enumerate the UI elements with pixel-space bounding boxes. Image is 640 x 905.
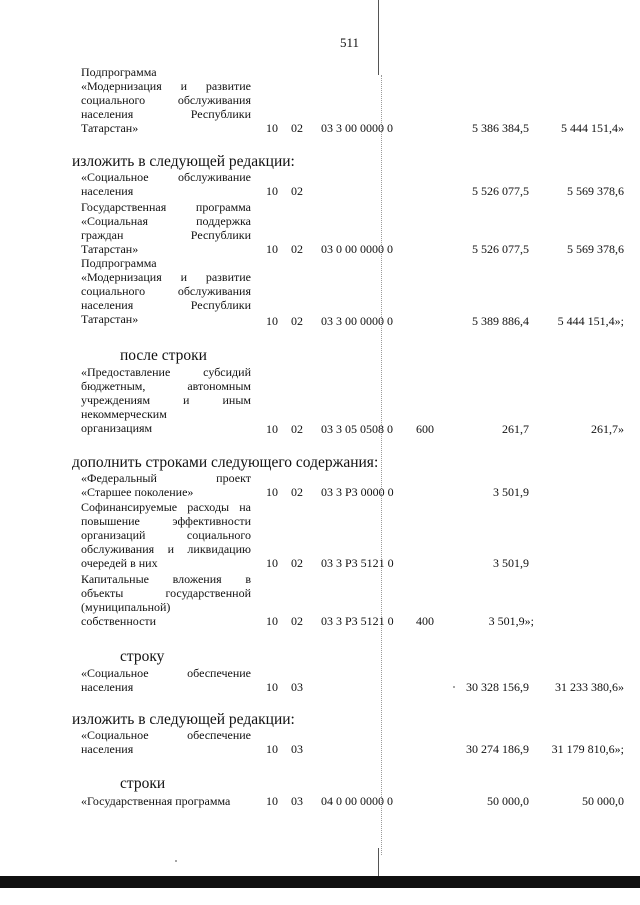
cell-section: 10 (266, 422, 278, 436)
row-description: «Социальное обеспечение населения (81, 728, 251, 756)
page-bottom-margin (0, 888, 640, 905)
row-description: Капитальные вложения в объекты государственной (муниципальной) собственности (81, 572, 251, 628)
instruction-heading: дополнить строками следующего содержания: (72, 454, 379, 471)
instruction-heading: строки (120, 775, 166, 792)
instruction-heading: изложить в следующей редакции: (72, 711, 295, 728)
cell-subsection: 02 (291, 556, 303, 570)
cell-subsection: 03 (291, 742, 303, 756)
scan-speck (453, 686, 455, 688)
cell-amount-2: 261,7» (591, 422, 624, 436)
cell-subsection: 02 (291, 121, 303, 135)
row-description: Подпрограмма «Модернизация и развитие социального обслуживания населения Республики Татарстан» (81, 65, 251, 135)
cell-target-article: 03 3 P3 5121 0 (321, 556, 394, 570)
cell-section: 10 (266, 680, 278, 694)
cell-section: 10 (266, 485, 278, 499)
scan-speck (175, 860, 177, 862)
cell-section: 10 (266, 614, 278, 628)
cell-target-article: 03 3 00 0000 0 (321, 314, 393, 328)
cell-subsection: 03 (291, 680, 303, 694)
cell-target-article: 03 3 P3 0000 0 (321, 485, 394, 499)
cell-amount-1: 3 501,9 (493, 485, 529, 499)
row-description: Государственная программа «Социальная поддержка граждан Республики Татарстан» (81, 200, 251, 256)
row-description: «Предоставление субсидий бюджетным, автономным учреждениям и иным некоммерческим организациям (81, 365, 251, 435)
cell-target-article: 03 3 P3 5121 0 (321, 614, 394, 628)
cell-section: 10 (266, 184, 278, 198)
cell-amount-2: 31 179 810,6»; (551, 742, 624, 756)
row-description: Софинансируемые расходы на повышение эффективности организаций социального обслуживания и ликвидацию очередей в них (81, 500, 251, 570)
instruction-heading: изложить в следующей редакции: (72, 153, 295, 170)
cell-amount-1: 3 501,9 (493, 556, 529, 570)
page-number: 511 (340, 35, 360, 50)
row-description: «Государственная программа (81, 794, 231, 808)
cell-section: 10 (266, 314, 278, 328)
instruction-heading: после строки (120, 347, 207, 364)
cell-amount-2: 5 569 378,6 (567, 242, 624, 256)
cell-target-article: 03 3 05 0508 0 (321, 422, 393, 436)
cell-amount-2: 50 000,0 (582, 794, 624, 808)
cell-subsection: 02 (291, 614, 303, 628)
cell-subsection: 02 (291, 184, 303, 198)
cell-amount-1: 5 389 886,4 (472, 314, 529, 328)
cell-amount-1: 30 274 186,9 (466, 742, 529, 756)
cell-target-article: 04 0 00 0000 0 (321, 794, 393, 808)
cell-amount-1: 30 328 156,9 (466, 680, 529, 694)
row-description: «Социальное обеспечение населения (81, 666, 251, 694)
cell-amount-1: 5 526 077,5 (472, 184, 529, 198)
cell-target-article: 03 0 00 0000 0 (321, 242, 393, 256)
cell-section: 10 (266, 242, 278, 256)
instruction-heading: строку (120, 648, 165, 665)
cell-amount-1: 3 501,9»; (488, 614, 534, 628)
row-description: «Социальное обслуживание населения (81, 170, 251, 198)
cell-subsection: 02 (291, 242, 303, 256)
scan-edge-bar (0, 876, 640, 888)
cell-amount-1: 5 386 384,5 (472, 121, 529, 135)
cell-amount-1: 261,7 (502, 422, 529, 436)
cell-subsection: 03 (291, 794, 303, 808)
cell-amount-2: 5 444 151,4»; (557, 314, 624, 328)
vertical-rule-bottom (378, 848, 379, 876)
row-description: «Федеральный проект «Старшее поколение» (81, 471, 251, 499)
vertical-rule-top (378, 0, 379, 75)
cell-amount-2: 5 444 151,4» (561, 121, 624, 135)
cell-expense-type: 400 (416, 614, 434, 628)
row-description: Подпрограмма «Модернизация и развитие социального обслуживания населения Республики Татарстан» (81, 256, 251, 326)
cell-expense-type: 600 (416, 422, 434, 436)
cell-section: 10 (266, 121, 278, 135)
cell-section: 10 (266, 742, 278, 756)
cell-subsection: 02 (291, 422, 303, 436)
cell-section: 10 (266, 794, 278, 808)
cell-amount-1: 50 000,0 (487, 794, 529, 808)
cell-subsection: 02 (291, 485, 303, 499)
cell-amount-2: 5 569 378,6 (567, 184, 624, 198)
cell-amount-1: 5 526 077,5 (472, 242, 529, 256)
cell-section: 10 (266, 556, 278, 570)
cell-subsection: 02 (291, 314, 303, 328)
vertical-rule-dotted (381, 75, 382, 855)
cell-amount-2: 31 233 380,6» (555, 680, 624, 694)
cell-target-article: 03 3 00 0000 0 (321, 121, 393, 135)
